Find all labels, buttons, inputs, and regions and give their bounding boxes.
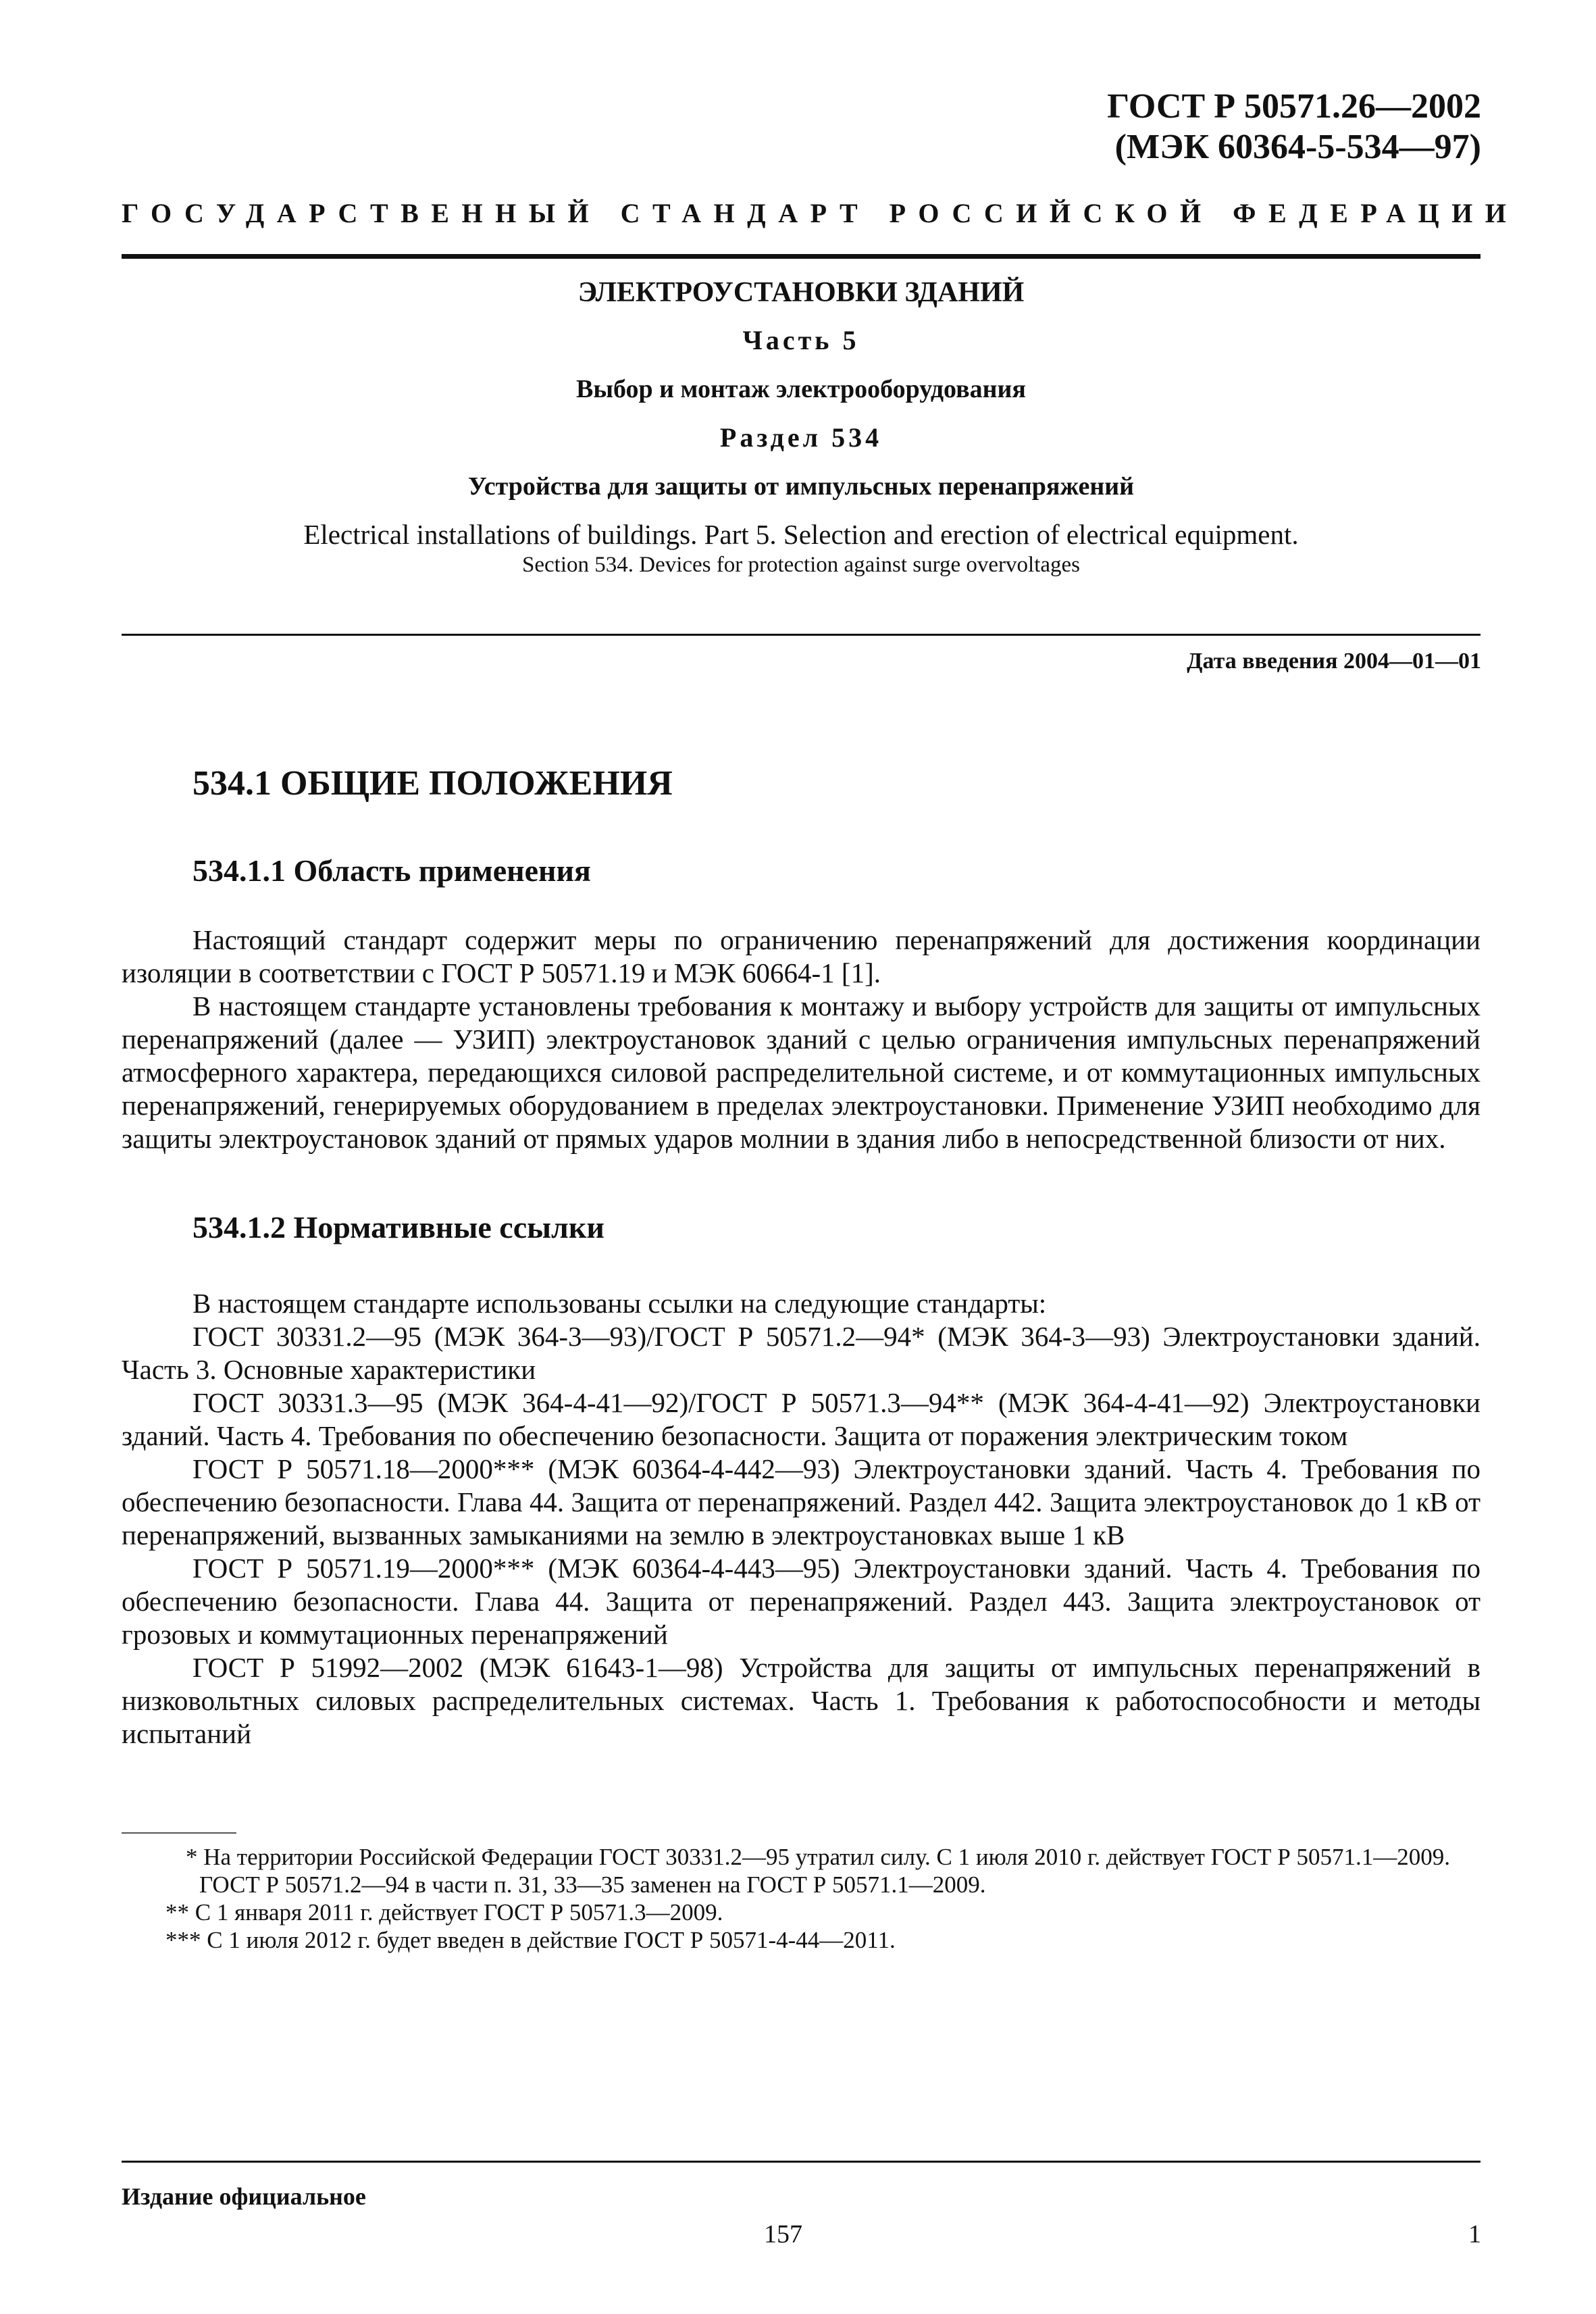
- header-divider: [122, 254, 1481, 259]
- footnote: *** С 1 июля 2012 г. будет введен в действие ГОСТ Р 50571-4-44—2011.: [165, 1927, 896, 1953]
- title-section-name: Устройства для защиты от импульсных перенапряжений: [467, 472, 1135, 501]
- footnote-separator: [122, 1832, 236, 1834]
- title-block: [122, 269, 1481, 578]
- footnote: ГОСТ Р 50571.2—94 в части п. 31, 33—35 заменен на ГОСТ Р 50571.1—2009.: [199, 1871, 986, 1898]
- subsection-heading-references: 534.1.2 Нормативные ссылки: [192, 1210, 604, 1244]
- title-part-name: Выбор и монтаж электрооборудования: [576, 375, 1026, 403]
- reference-item: ГОСТ Р 50571.18—2000*** (МЭК 60364-4-442—93) Электроустановки зданий. Часть 4. Требования по обеспечению безопасности. Глава 44. Защита от перенапряжений. Раздел 442. Защита электроустановок до 1 кВ от перенапряжений, вызванных замыканиями на землю в электроустановках выше 1 кВ: [122, 1453, 1481, 1551]
- title-part: Часть 5: [742, 325, 860, 355]
- scope-paragraph-1: Настоящий стандарт содержит меры по ограничению перенапряжений для достижения координации изоляции в соответствии с ГОСТ Р 50571.19 и МЭК 60664-1 [1].: [122, 924, 1481, 988]
- footnote: ** С 1 января 2011 г. действует ГОСТ Р 50571.3—2009.: [165, 1899, 723, 1926]
- edition-label: Издание официальное: [122, 2183, 366, 2210]
- gost-designation: [1107, 86, 1481, 168]
- footnotes: [122, 1843, 1481, 1954]
- scope-paragraph-2: В настоящем стандарте установлены требования к монтажу и выбору устройств для защиты от импульсных перенапряжений (далее — УЗИП) электроустановок зданий с целью ограничения импульсных перенапряжений атмосферного характера, передающихся силовой распределительной системе, и от коммутационных импульсных перенапряжений, генерируемых оборудованием в пределах электроустановки. Применение УЗИП необходимо для защиты электроустановок зданий от прямых ударов молнии в здания либо в непосредственной близости от них.: [122, 990, 1481, 1154]
- subsection-heading-scope: 534.1.1 Область применения: [192, 853, 591, 888]
- introduction-date: Дата введения 2004—01—01: [1187, 649, 1481, 674]
- state-standard-banner: ГОСУДАРСТВЕННЫЙ СТАНДАРТ РОССИЙСКОЙ ФЕДЕРАЦИИ: [122, 198, 1519, 228]
- reference-item: ГОСТ Р 51992—2002 (МЭК 61643-1—98) Устройства для защиты от импульсных перенапряжений в низковольтных силовых распределительных системах. Часть 1. Требования к работоспособности и методы испытаний: [122, 1652, 1481, 1749]
- title-divider: [122, 634, 1481, 636]
- title-main: ЭЛЕКТРОУСТАНОВКИ ЗДАНИЙ: [577, 277, 1025, 308]
- page-number-right: 1: [1468, 2220, 1481, 2248]
- title-english-line2: Section 534. Devices for protection against surge overvoltages: [522, 553, 1080, 577]
- reference-item: ГОСТ Р 50571.19—2000*** (МЭК 60364-4-443—95) Электроустановки зданий. Часть 4. Требования по обеспечению безопасности. Глава 44. Защита от перенапряжений. Раздел 443. Защита электроустановок от грозовых и коммутационных перенапряжений: [122, 1553, 1481, 1650]
- normative-references: [122, 1287, 1481, 1751]
- page-number-center: 157: [764, 2220, 802, 2248]
- reference-intro: В настоящем стандарте использованы ссылки на следующие стандарты:: [192, 1288, 1047, 1319]
- iec-number: (МЭК 60364-5-534—97): [1114, 128, 1481, 166]
- title-english-line1: Electrical installations of buildings. Part 5. Selection and erection of electrical equipment.: [303, 519, 1299, 550]
- reference-item: ГОСТ 30331.3—95 (МЭК 364-4-41—92)/ГОСТ Р 50571.3—94** (МЭК 364-4-41—92) Электроустановки зданий. Часть 4. Требования по обеспечению безопасности. Защита от поражения электрическим током: [122, 1387, 1481, 1451]
- title-section: Раздел 534: [719, 422, 883, 453]
- footnote: * На территории Российской Федерации ГОСТ 30331.2—95 утратил силу. С 1 июля 2010 г. действует ГОСТ Р 50571.1—2009.: [186, 1844, 1450, 1870]
- section-heading: 534.1 ОБЩИЕ ПОЛОЖЕНИЯ: [192, 764, 673, 803]
- reference-item: ГОСТ 30331.2—95 (МЭК 364-3—93)/ГОСТ Р 50571.2—94* (МЭК 364-3—93) Электроустановки зданий. Часть 3. Основные характеристики: [122, 1321, 1481, 1385]
- gost-number: ГОСТ Р 50571.26—2002: [1107, 87, 1481, 126]
- footer-divider: [122, 2161, 1481, 2163]
